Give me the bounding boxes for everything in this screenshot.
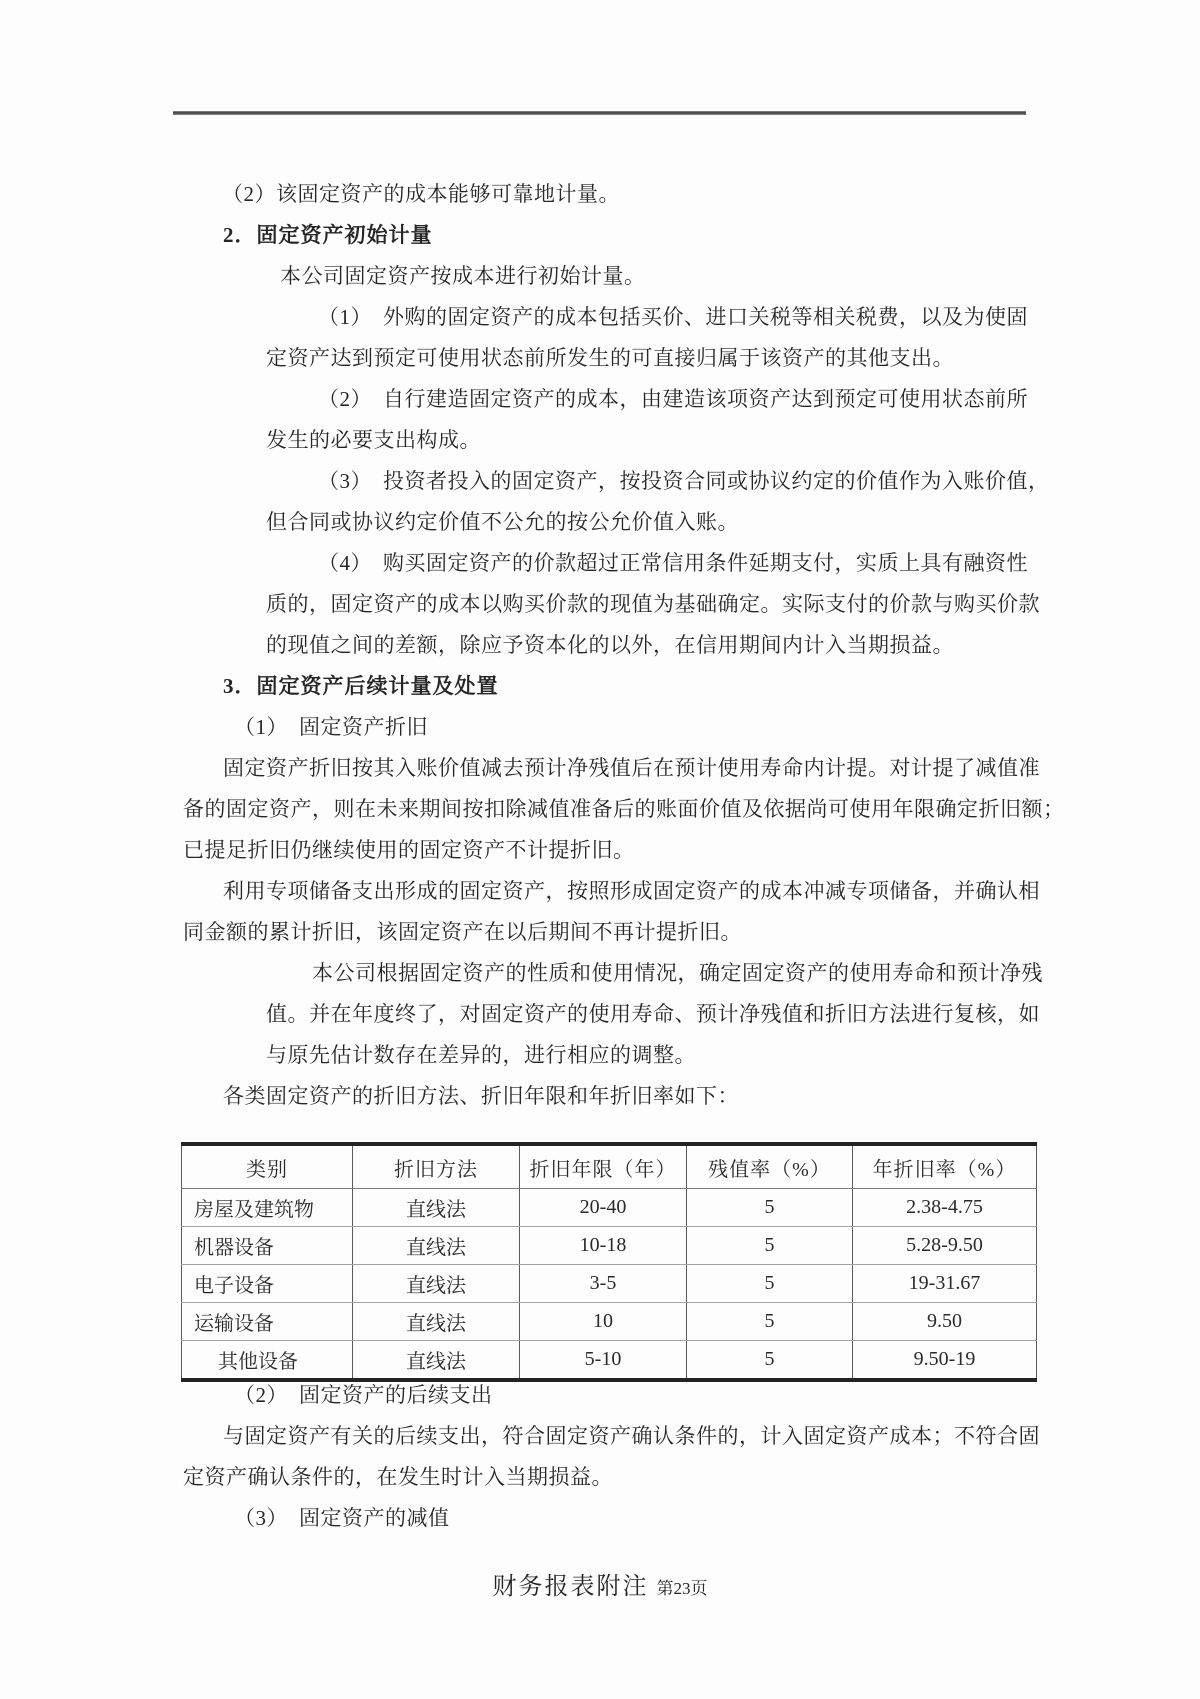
text-line: 各类固定资产的折旧方法、折旧年限和年折旧率如下： (223, 1084, 739, 1108)
table-cell: 直线法 (353, 1227, 520, 1265)
text-line: 的现值之间的差额，除应予资本化的以外，在信用期间内计入当期损益。 (266, 633, 954, 657)
table-cell: 5.28-9.50 (853, 1227, 1037, 1265)
text-line: 质的，固定资产的成本以购买价款的现值为基础确定。实际支付的价款与购买价款 (266, 592, 1040, 616)
text-line: 发生的必要支出构成。 (266, 428, 481, 452)
table-cell: 直线法 (353, 1341, 520, 1381)
text-line: 2．固定资产初始计量 (223, 223, 433, 247)
text-line: 定资产达到预定可使用状态前所发生的可直接归属于该资产的其他支出。 (266, 346, 954, 370)
table-row (182, 1303, 1037, 1341)
table-cell: 9.50 (853, 1303, 1037, 1341)
table-header-cell: 残值率（%） (687, 1144, 853, 1189)
text-line: （3） 固定资产的减值 (234, 1506, 450, 1530)
table-row (182, 1227, 1037, 1265)
table-header-cell: 折旧方法 (353, 1144, 520, 1189)
text-line: （1） 固定资产折旧 (234, 715, 428, 739)
text-line: 本公司固定资产按成本进行初始计量。 (280, 264, 646, 288)
table-cell: 20-40 (520, 1189, 687, 1227)
table-cell: 5 (687, 1303, 853, 1341)
text-line: 但合同或协议约定价值不公允的按公允价值入账。 (266, 510, 739, 534)
text-line: 同金额的累计折旧，该固定资产在以后期间不再计提折旧。 (183, 920, 742, 944)
text-line: （2） 固定资产的后续支出 (234, 1383, 493, 1407)
table-header-row (182, 1144, 1037, 1189)
text-line: 与固定资产有关的后续支出，符合固定资产确认条件的，计入固定资产成本；不符合固 (223, 1424, 1040, 1448)
text-line: 固定资产折旧按其入账价值减去预计净残值后在预计使用寿命内计提。对计提了减值准 (223, 756, 1040, 780)
table-header-cell: 折旧年限（年） (520, 1144, 687, 1189)
footer-page-number: 第23页 (656, 1579, 708, 1598)
depreciation-table (181, 1142, 1037, 1382)
table-cell: 19-31.67 (853, 1265, 1037, 1303)
text-line: （1） 外购的固定资产的成本包括买价、进口关税等相关税费，以及为使固 (318, 305, 1028, 329)
table-header-cell: 年折旧率（%） (853, 1144, 1037, 1189)
post-table-text-block (165, 1375, 1165, 1539)
table-cell: 机器设备 (182, 1227, 353, 1265)
header-rule (173, 111, 1026, 115)
table-cell: 直线法 (353, 1189, 520, 1227)
table-cell: 3-5 (520, 1265, 687, 1303)
table-cell: 5 (687, 1265, 853, 1303)
text-line: 3．固定资产后续计量及处置 (223, 674, 499, 698)
text-line: 与原先估计数存在差异的，进行相应的调整。 (266, 1043, 696, 1067)
table-cell: 直线法 (353, 1303, 520, 1341)
table-cell: 电子设备 (182, 1265, 353, 1303)
text-line: 定资产确认条件的，在发生时计入当期损益。 (183, 1465, 613, 1489)
text-line: （3） 投资者投入的固定资产，按投资合同或协议约定的价值作为入账价值， (318, 469, 1050, 493)
table-cell: 5 (687, 1227, 853, 1265)
table-cell: 5-10 (520, 1341, 687, 1381)
text-line: （2）该固定资产的成本能够可靠地计量。 (222, 182, 620, 206)
table-cell: 2.38-4.75 (853, 1189, 1037, 1227)
table-cell: 10-18 (520, 1227, 687, 1265)
text-line: 值。并在年度终了，对固定资产的使用寿命、预计净残值和折旧方法进行复核，如 (266, 1002, 1040, 1026)
text-line: 利用专项储备支出形成的固定资产，按照形成固定资产的成本冲减专项储备，并确认相 (223, 879, 1040, 903)
table-cell: 房屋及建筑物 (182, 1189, 353, 1227)
table-cell: 直线法 (353, 1265, 520, 1303)
table-cell: 运输设备 (182, 1303, 353, 1341)
table-row (182, 1189, 1037, 1227)
page-footer (0, 1566, 1200, 1601)
table-cell: 9.50-19 (853, 1341, 1037, 1381)
table-cell: 5 (687, 1189, 853, 1227)
text-line: 已提足折旧仍继续使用的固定资产不计提折旧。 (183, 838, 635, 862)
table-cell: 5 (687, 1341, 853, 1381)
main-text-block (165, 174, 1165, 1117)
text-line: （4） 购买固定资产的价款超过正常信用条件延期支付，实质上具有融资性 (318, 551, 1028, 575)
text-line: （2） 自行建造固定资产的成本，由建造该项资产达到预定可使用状态前所 (318, 387, 1028, 411)
text-line: 本公司根据固定资产的性质和使用情况，确定固定资产的使用寿命和预计净残 (312, 961, 1043, 985)
table-row (182, 1265, 1037, 1303)
footer-title: 财务报表附注 (492, 1574, 649, 1600)
table-header-cell: 类别 (182, 1144, 353, 1189)
table-cell: 10 (520, 1303, 687, 1341)
table-cell: 其他设备 (182, 1341, 353, 1381)
text-line: 备的固定资产，则在未来期间按扣除减值准备后的账面价值及依据尚可使用年限确定折旧额； (183, 797, 1065, 821)
